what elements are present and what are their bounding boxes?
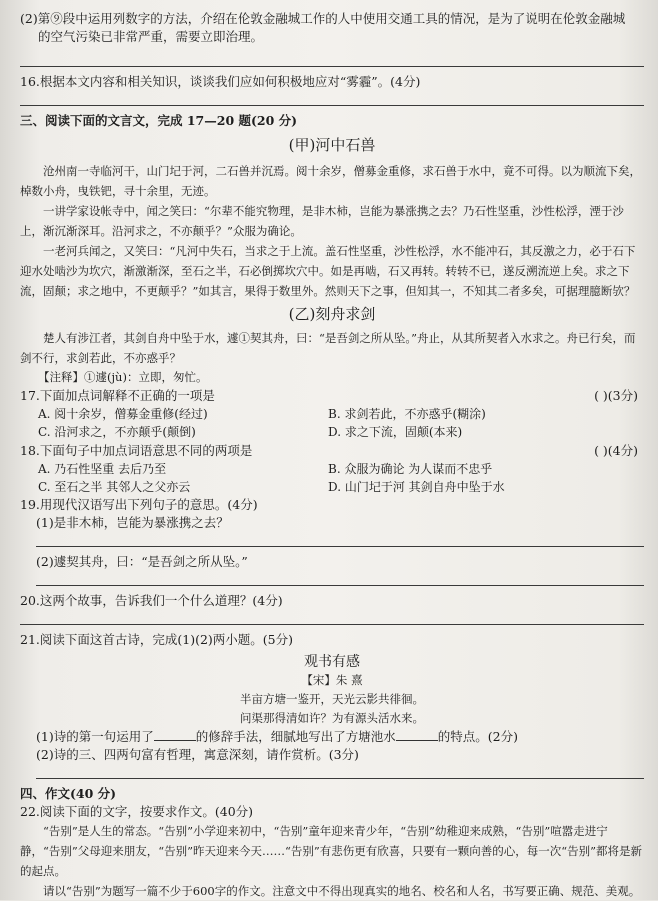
answer-line[interactable] [20, 91, 644, 106]
option-b[interactable]: B. 求剑若此，不亦惑乎(糊涂) [328, 407, 486, 421]
option-d[interactable]: D. 山门圮于河 其剑自舟中坠于水 [328, 480, 505, 494]
blank[interactable] [396, 728, 438, 741]
essay-prompt-para2: 请以“告别”为题写一篇不少于600字的作文。注意文中不得出现真实的地名、校名和人名，书写要正确、规范、美观。 [43, 884, 641, 898]
blank[interactable] [154, 728, 196, 741]
q17-text: 17.下面加点词解释不正确的一项是 [20, 388, 215, 403]
passage-a-para2: 一讲学家设帐寺中，闻之笑曰：“尔辈不能究物理，是非木柿，岂能为暴涨携之去？乃石性坚重，沙性松浮，湮于沙上，渐沉渐深耳。沿河求之，不亦颠乎？”众服为确论。 [20, 204, 624, 238]
answer-line[interactable] [36, 532, 644, 547]
poem-title: 观书有感 [304, 654, 360, 670]
option-a[interactable]: A. 乃石性坚重 去后乃至 [38, 462, 167, 476]
answer-line[interactable] [20, 610, 644, 625]
poem-line2: 问渠那得清如许？为有源头活水来。 [240, 711, 424, 725]
q15-2-line2: 的空气污染已非常严重，需要立即治理。 [38, 29, 264, 44]
title-b: (乙)刻舟求剑 [288, 305, 376, 323]
q21-s1 [20, 728, 644, 746]
poem-line1: 半亩方塘一鉴开，天光云影共徘徊。 [240, 692, 424, 706]
option-c[interactable]: C. 至石之半 其邻人之父亦云 [38, 480, 191, 494]
note: 【注释】①遽(jù)：立即，匆忙。 [38, 370, 208, 384]
essay-prompt-para1: “告别”是人生的常态。“告别”小学迎来初中，“告别”童年迎来青少年，“告别”幼稚迎来成熟，“告别”喧嚣走进宁静，“告别”父母迎来朋友，“告别”昨天迎来今天……“告别”有悲伤更有欣喜，只要有一颗向善的心，每一次“告别”都将是新的起点。 [20, 824, 643, 878]
passage-b: 楚人有涉江者，其剑自舟中坠于水，遽①契其舟，曰：“是吾剑之所从坠。”舟止，从其所契者入水求之。舟已行矣，而剑不行，求剑若此，不亦惑乎？ [20, 331, 636, 365]
q21-s1-part2: 的修辞手法，细腻地写出了方塘池水 [195, 729, 396, 744]
q18-options-row2 [20, 478, 644, 496]
answer-line[interactable] [36, 571, 644, 586]
q18 [20, 441, 644, 460]
q18-text: 18.下面句子中加点词语意思不同的两项是 [20, 443, 253, 458]
q22-text: 22.阅读下面的文字，按要求作文。(40分) [20, 804, 254, 819]
poem-author: 【宋】朱 熹 [301, 673, 363, 687]
q19-s2: (2)遽契其舟，曰：“是吾剑之所从坠。” [36, 554, 248, 569]
q17-options-row1 [20, 405, 644, 423]
option-c[interactable]: C. 沿河求之，不亦颠乎(颠倒) [38, 425, 196, 439]
option-d[interactable]: D. 求之下流，固颠(本来) [328, 425, 463, 439]
answer-line[interactable] [20, 52, 644, 67]
q21-s2: (2)诗的三、四两句富有哲理，寓意深刻，请作赏析。(3分) [36, 747, 359, 762]
option-a[interactable]: A. 阅十余岁，僧募金重修(经过) [38, 407, 208, 421]
q15-2-line1: (2)第⑨段中运用列数字的方法，介绍在伦敦金融城工作的人中使用交通工具的情况，是为了说明在伦敦金融城 [20, 11, 626, 26]
q17-options-row2 [20, 423, 644, 441]
title-a: (甲)河中石兽 [288, 136, 376, 154]
q16-text: 16.根据本文内容和相关知识，谈谈我们应如何积极地应对“雾霾”。(4分) [20, 74, 421, 89]
passage-a-para1: 沧州南一寺临河干，山门圮于河，二石兽并沉焉。阅十余岁，僧募金重修，求石兽于水中，竟不可得。以为顺流下矣，棹数小舟，曳铁钯，寻十余里，无迹。 [20, 164, 641, 198]
q17 [20, 386, 644, 405]
q21-s1-part3: 的特点。(2分) [437, 729, 518, 744]
answer-line[interactable] [36, 764, 644, 779]
q19-s1: (1)是非木柿，岂能为暴涨携之去？ [36, 515, 229, 530]
passage-a-para3: 一老河兵闻之，又笑曰：“凡河中失石，当求之于上流。盖石性坚重，沙性松浮，水不能冲石，其反激之力，必于石下迎水处啮沙为坎穴，渐激渐深，至石之半，石必倒掷坎穴中。如是再啮，石又再转。转转不已，遂反溯流逆上矣。求之下流，固颠；求之地中，不更颠乎？”如其言，果得于数里外。然则天下之事，但知其一，不知其二者多矣，可据理臆断欤？ [20, 244, 636, 298]
q17-points[interactable]: ( )(3分) [594, 388, 638, 403]
q21-text: 21.阅读下面这首古诗，完成(1)(2)两小题。(5分) [20, 632, 293, 647]
section4-heading: 四、作文(40 分) [20, 786, 117, 801]
q20-text: 20.这两个故事，告诉我们一个什么道理？(4分) [20, 593, 283, 608]
q21-s1-part1: (1)诗的第一句运用了 [36, 729, 154, 744]
option-b[interactable]: B. 众服为确论 为人谋而不忠乎 [328, 462, 493, 476]
q18-options-row1 [20, 460, 644, 478]
q18-points[interactable]: ( )(4分) [594, 443, 638, 458]
section3-heading: 三、阅读下面的文言文，完成 17—20 题(20 分) [20, 113, 298, 128]
q19-text: 19.用现代汉语写出下列句子的意思。(4分) [20, 497, 258, 512]
